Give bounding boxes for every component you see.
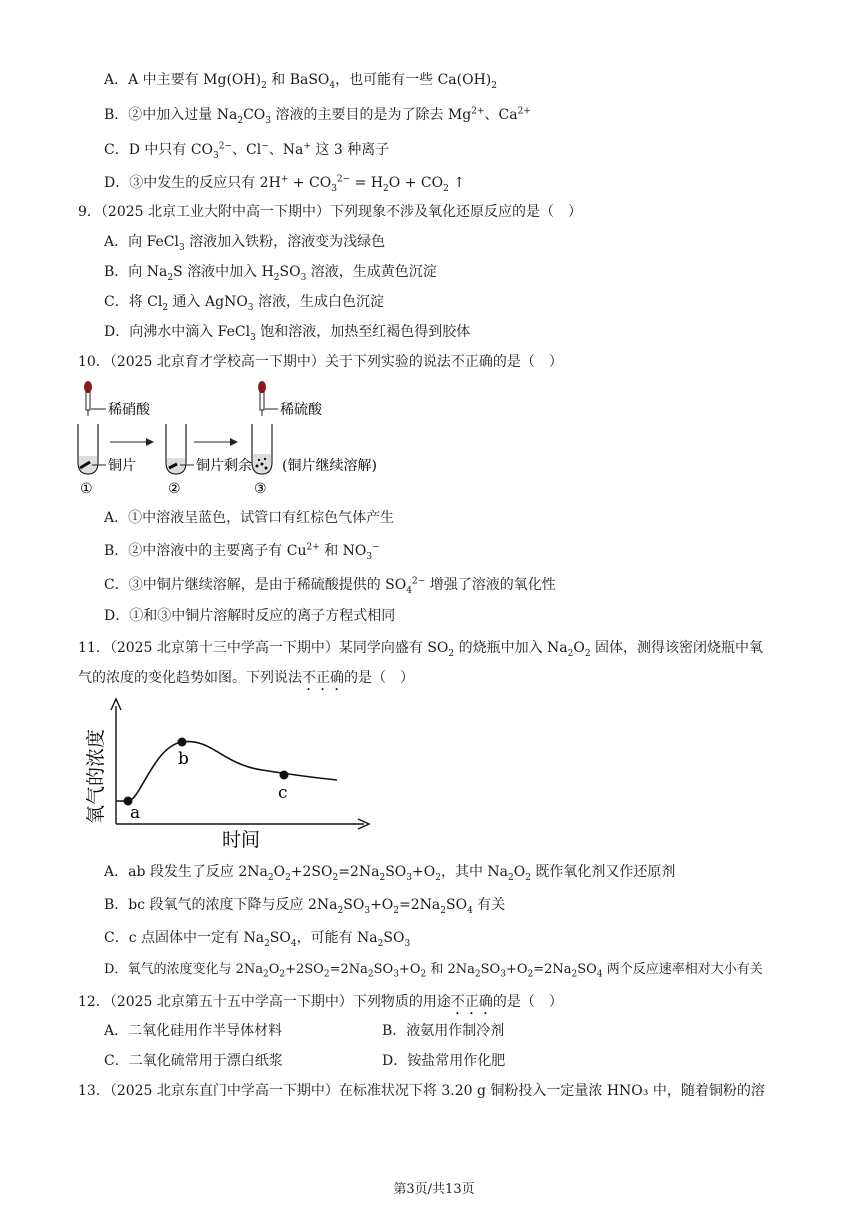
q9-option-a: A．向 FeCl$_3$ 溶液加入铁粉，溶液变为浅绿色 [104,234,386,253]
q8-option-b: B．②中加入过量 $Na_2CO_3$ 溶液的主要目的是为了除去 $Mg^{2+}$、$Ca^{2+}$ [104,106,531,126]
q12-option-a: A．二氧化硅用作半导体材料 [104,1023,283,1039]
q10-apparatus-figure [70,378,420,498]
point-c [280,771,289,780]
q10-option-d: D．①和③中铜片溶解时反应的离子方程式相同 [104,608,396,624]
emphasis-not-correct-12: 不正确 [450,994,493,1010]
q11-option-c: C．c 点固体中一定有 $Na_2SO_4$，可能有 $Na_2SO_3$ [104,930,411,949]
q10-option-c: C．③中铜片继续溶解，是由于稀硫酸提供的 $SO_4^{2-}$ 增强了溶液的氧化性 [104,576,556,596]
q10-stem: 10．（2025 北京育才学校高一下期中）关于下列实验的说法不正确的是（ ） [78,354,563,370]
q9-option-c: C．将 $Cl_2$ 通入 AgNO$_3$ 溶液，生成白色沉淀 [104,294,384,313]
dropper-3 [258,381,266,416]
q9-option-d: D．向沸水中滴入 FeCl$_3$ 饱和溶液，加热至红褐色得到胶体 [104,324,471,343]
oxygen-curve [116,742,337,801]
q12-option-d: D．铵盐常用作化肥 [382,1053,506,1069]
q10-option-b: B．②中溶液中的主要离子有 $Cu^{2+}$ 和 $NO_3^-$ [104,542,380,562]
label-a: a [130,803,141,823]
label-cu-left: 铜片剩余 [196,458,252,474]
label-b: b [178,749,189,769]
q9-stem: 9．（2025 北京工业大附中高一下期中）下列现象不涉及氧化还原反应的是（ ） [78,204,582,220]
q11-oxygen-chart [72,696,382,856]
q12-option-b: B．液氨用作制冷剂 [382,1023,505,1039]
q8-option-c: C．D 中只有 $CO_3^{2-}$、Cl−、Na+ 这 3 种离子 [104,141,390,161]
label-cu: 铜片 [108,458,136,474]
emphasis-not-correct: 不正确 [302,670,344,686]
test-tube-1 [78,424,98,474]
label-cu-dissolve: (铜片继续溶解) [282,458,377,474]
page-footer: 第3页/共13页 [393,1182,475,1197]
q9-option-b: B．向 $Na_2S$ 溶液中加入 $H_2SO_3$ 溶液，生成黄色沉淀 [104,264,437,283]
test-tube-3 [252,424,272,474]
q11-option-d: D．氧气的浓度变化与 $2Na_2O_2+2SO_2=2Na_2SO_3+O_2$ 和 $2Na_2SO_3+O_2=2Na_2SO_4$ 两个反应速率相对大小有关 [104,962,763,980]
test-tube-2 [166,424,186,474]
x-axis-label: 时间 [222,829,261,851]
q11-stem-line2: 气的浓度的变化趋势如图。下列说法不正确的是（ ） [78,670,414,686]
label-h2so4: 稀硫酸 [280,402,322,418]
label-hno3: 稀硝酸 [108,402,150,418]
label-n3: ③ [254,481,267,497]
point-b [178,738,187,747]
q10-option-a: A．①中溶液呈蓝色，试管口有红棕色气体产生 [104,510,395,526]
label-n2: ② [168,481,181,497]
q8-option-d: D．③中发生的反应只有 $2H^+ + CO_3^{2-} = H_2O + CO_2$ ↑ [104,174,466,194]
q13-stem: 13．（2025 北京东直门中学高一下期中）在标准状况下将 3.20 g 铜粉投入一定量浓 HNO₃ 中，随着铜粉的溶 [78,1083,765,1099]
q12-option-c: C．二氧化硫常用于漂白纸浆 [104,1053,283,1069]
q11-option-b: B．bc 段氧气的浓度下降与反应 $2Na_2SO_3+O_2=2Na_2SO_4$ 有关 [104,897,506,916]
q8-option-a: A．A 中主要有 $Mg(OH)_2$ 和 BaSO$_4$，也可能有一些 $Ca(OH)_2$ [104,72,498,91]
label-c: c [278,783,288,803]
q11-stem-line1: 11．（2025 北京第十三中学高一下期中）某同学向盛有 $SO_2$ 的烧瓶中加入 $Na_2O_2$ 固体，测得该密闭烧瓶中氧 [78,640,764,659]
q12-stem: 12．（2025 北京第五十五中学高一下期中）下列物质的用途不正确的是（ ） [78,994,563,1010]
label-n1: ① [80,481,93,497]
q11-option-a: A．ab 段发生了反应 $2Na_2O_2+2SO_2=2Na_2SO_3+O_2$，其中 $Na_2O_2$ 既作氧化剂又作还原剂 [104,864,676,883]
y-axis-label: 氧气的浓度 [85,728,107,824]
dropper-1 [84,381,92,416]
